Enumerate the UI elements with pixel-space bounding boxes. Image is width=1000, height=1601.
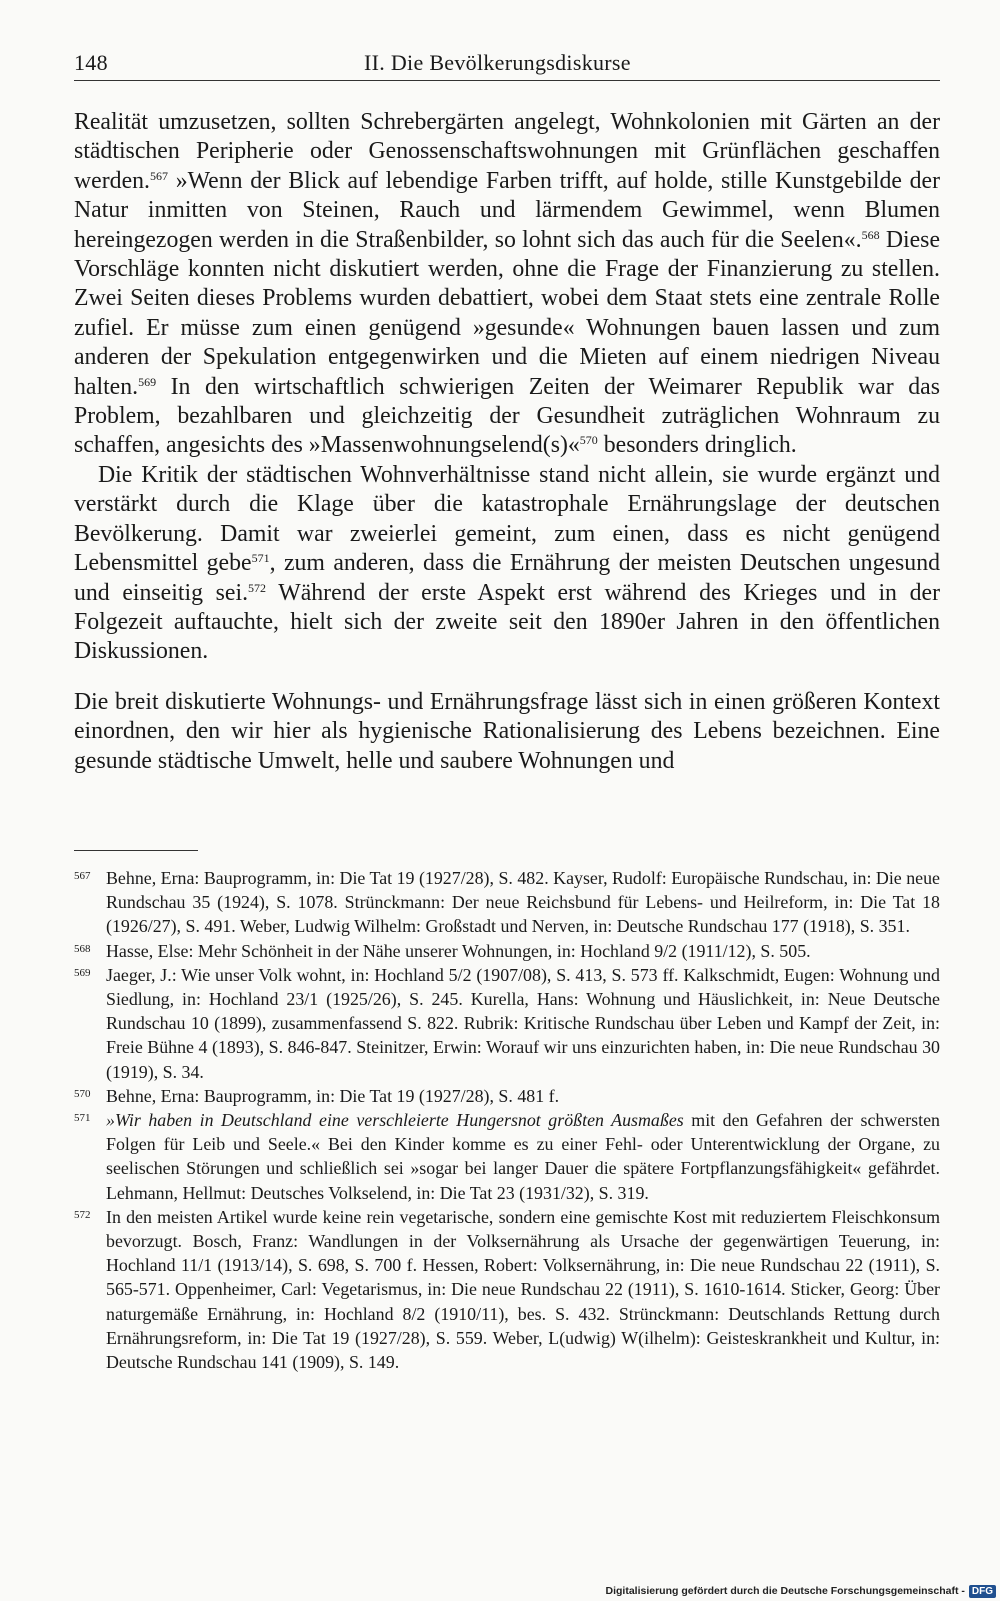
footnote (74, 1205, 940, 1374)
footnote-ref: 568 (861, 227, 880, 242)
footnote-text: »Wir haben in Deutschland eine verschleierte Hungersnot größten Ausmaßes mit den Gefahren der schwersten Folgen für Leib und Seele.« Bei den Kinder komme es zu einer Fehl- oder Unterentwicklung der Organe, zu seelischen Störungen und schließlich sei »sogar bei langer Dauer die spätere Fortpflanzungsfähigkeit« gefährdet. Lehmann, Hellmut: Deutsches Volkselend, in: Die Tat 23 (1931/32), S. 319. (106, 1110, 940, 1203)
footnote-separator (74, 850, 198, 851)
running-head: II. Die Bevölkerungsdiskurse (364, 50, 631, 75)
footnotes (74, 866, 940, 1374)
footnote (74, 939, 940, 963)
digitization-credit (606, 1583, 997, 1599)
footnote-ref: 567 (149, 168, 168, 183)
footnote-text: Hasse, Else: Mehr Schönheit in der Nähe unserer Wohnungen, in: Hochland 9/2 (1911/12), S. 505. (106, 940, 811, 961)
footnote (74, 1108, 940, 1205)
dfg-logo-icon: DFG (969, 1585, 996, 1598)
footnote-text: Behne, Erna: Bauprogramm, in: Die Tat 19 (1927/28), S. 482. Kayser, Rudolf: Europäische Rundschau, in: Die neue Rundschau 35 (1924), S. 1078. Strünckmann: Der neue Reichsbund für Lebens- und Heilreform, in: Die Tat 18 (1926/27), S. 491. Weber, Ludwig Wilhelm: Großstadt und Nerven, in: Deutsche Rundschau 177 (1918), S. 351. (106, 868, 940, 937)
footnote-quote: »Wir haben in Deutschland eine verschleierte Hungersnot größten Ausmaßes (106, 1110, 684, 1131)
main-text (74, 108, 940, 776)
footnote-number: 572 (74, 1208, 91, 1221)
footnote-ref: 569 (138, 374, 157, 389)
footnote-number: 567 (74, 870, 91, 882)
footnote-number: 568 (74, 942, 91, 955)
footnote-ref: 570 (579, 433, 598, 448)
page-number: 148 (74, 50, 108, 75)
footnote-ref: 571 (251, 551, 270, 566)
footnote-text: Jaeger, J.: Wie unser Volk wohnt, in: Hochland 5/2 (1907/08), S. 413, S. 573 ff. Kalkschmidt, Eugen: Wohnung und Siedlung, in: Hochland 23/1 (1925/26), S. 245. Kurella, Hans: Wohnung und Häuslichkeit, in: Neue Deutsche Rundschau 10 (1899), zusammenfassend S. 822. Rubrik: Kritische Rundschau über Leben und Kampf der Zeit, in: Freie Bühne 4 (1893), S. 846-847. Steinitzer, Erwin: Worauf wir uns einzurichten haben, in: Die neue Rundschau 30 (1919), S. 34. (106, 964, 940, 1082)
body-paragraph: Die breit diskutierte Wohnungs- und Ernährungsfrage lässt sich in einen größeren Kontext einordnen, den wir hier als hygienische Rationalisierung des Lebens bezeichnen. Eine gesunde städtische Umwelt, helle und saubere Wohnungen und (74, 688, 940, 774)
footnote-number: 570 (74, 1087, 91, 1100)
footnote (74, 866, 940, 939)
credit-text: Digitalisierung gefördert durch die Deutsche Forschungsgemeinschaft - (605, 1585, 965, 1597)
footnote-text: Behne, Erna: Bauprogramm, in: Die Tat 19 (1927/28), S. 481 f. (106, 1085, 560, 1106)
footnote (74, 1084, 940, 1108)
footnote (74, 963, 940, 1084)
footnote-ref: 572 (248, 580, 267, 595)
body-paragraph: Realität umzusetzen, sollten Schrebergärten angelegt, Wohnkolonien mit Gärten an der städtischen Peripherie oder Genossenschaftswohnungen mit Grünflächen geschaffen werden.$^{567}$ »Wenn der Blick auf lebendige Farben trifft, auf holde, stille Kunstgebilde der Natur inmitten von Steinen, Rauch und lärmendem Gewimmel, wenn Blumen hereingezogen werden in die Straßenbilder, so lohnt sich das auch für die Seelen«.$^{568}$ Diese Vorschläge konnten nicht diskutiert werden, ohne die Frage der Finanzierung zu stellen. Zwei Seiten dieses Problems wurden debattiert, wobei dem Staat stets eine zentrale Rolle zufiel. Er müsse zum einen genügend »gesunde« Wohnungen bauen lassen und zum anderen der Spekulation entgegenwirken und die Mieten auf einem niedrigen Niveau halten.$^{569}$ In den wirtschaftlich schwierigen Zeiten der Weimarer Republik war das Problem, bezahlbaren und gleichzeitig der Gesundheit zuträglichen Wohnraum zu schaffen, angesichts des »Massenwohnungselend(s)«$^{570}$ besonders dringlich. (74, 109, 941, 459)
footnote-number: 569 (74, 966, 91, 979)
body-paragraph: Die Kritik der städtischen Wohnverhältnisse stand nicht allein, sie wurde ergänzt und verstärkt durch die Klage über die katastrophale Ernährungslage der deutschen Bevölkerung. Damit war zweierlei gemeint, zum einen, dass es nicht genügend Lebensmittel gebe$^{571}$, zum anderen, dass die Ernährung der meisten Deutschen ungesund und einseitig sei.$^{572}$ Während der erste Aspekt erst während des Krieges und in der Folgezeit auftauchte, hielt sich der zweite seit den 1890er Jahren in den öffentlichen Diskussionen. (74, 461, 940, 665)
page-header (74, 46, 940, 81)
footnote-text: In den meisten Artikel wurde keine rein vegetarische, sondern eine gemischte Kost mit reduziertem Fleischkonsum bevorzugt. Bosch, Franz: Wandlungen in der Volksernährung als Ursache der gegenwärtigen Teuerung, in: Hochland 11/1 (1913/14), S. 698, S. 700 f. Hessen, Robert: Volksernährung, in: Die neue Rundschau 22 (1911), S. 565-571. Oppenheimer, Carl: Vegetarismus, in: Die neue Rundschau 22 (1911), S. 1610-1614. Sticker, Georg: Über naturgemäße Ernährung, in: Hochland 8/2 (1910/11), bes. S. 432. Strünckmann: Deutschlands Rettung durch Ernährungsreform, in: Die Tat 19 (1927/28), S. 559. Weber, L(udwig) W(ilhelm): Geisteskrankheit und Kultur, in: Deutsche Rundschau 141 (1909), S. 149. (106, 1206, 940, 1373)
footnote-number: 571 (74, 1112, 91, 1125)
